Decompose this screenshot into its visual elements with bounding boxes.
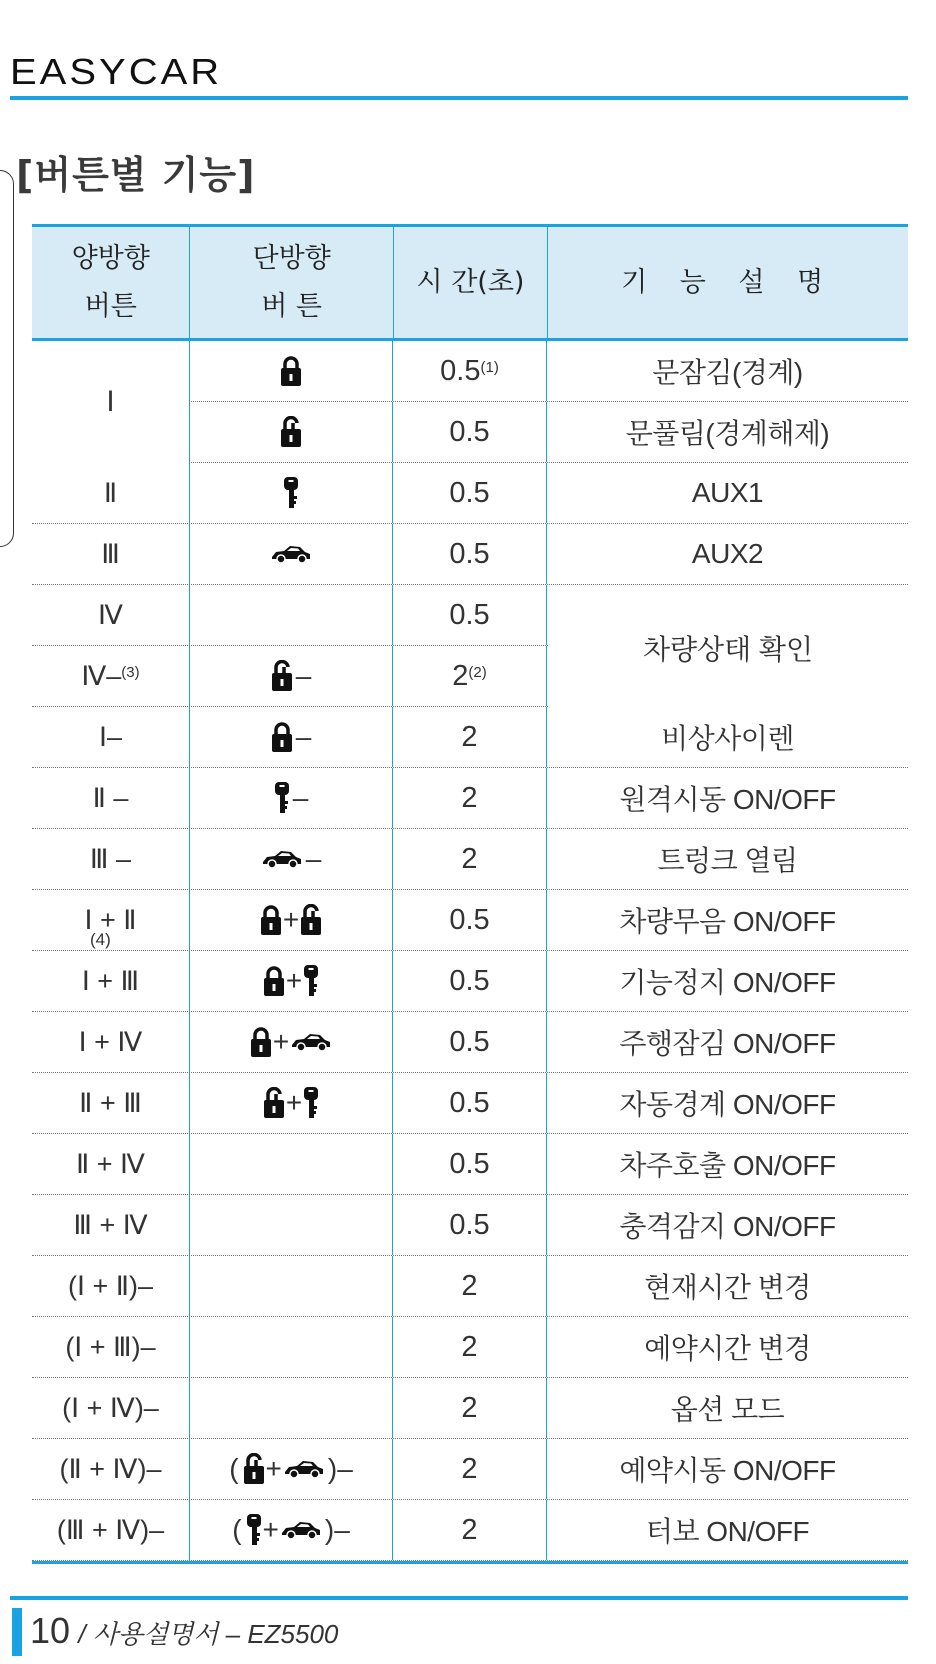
bidirectional-button-cell: Ⅰ + Ⅲ xyxy=(32,951,190,1011)
time-cell: 2 xyxy=(393,1317,547,1377)
bidirectional-button-cell: Ⅰ + Ⅱ (4) xyxy=(32,890,190,950)
key-icon xyxy=(246,1513,262,1547)
top-rule xyxy=(10,96,908,100)
car-icon xyxy=(283,1458,325,1480)
table-row xyxy=(32,829,908,890)
paren-open: ( xyxy=(229,1453,239,1484)
unidirectional-button-cell xyxy=(190,1195,393,1255)
unlock-icon xyxy=(243,1453,265,1485)
time-cell: 2 $^{(2)}$ xyxy=(393,646,547,706)
footer xyxy=(30,1610,338,1652)
key-icon xyxy=(303,964,319,998)
paren-open: ( xyxy=(232,1514,242,1545)
description-cell: 주행잠김 ON/OFF xyxy=(619,1028,836,1059)
time-cell: 0.5 xyxy=(393,951,547,1011)
bidirectional-button-cell: Ⅱ xyxy=(32,463,190,523)
unidirectional-button-cell xyxy=(190,1073,393,1133)
dash-sign: – xyxy=(295,660,312,691)
time-cell: 2 xyxy=(393,1256,547,1316)
dash-sign: )– xyxy=(324,1514,350,1545)
unidirectional-button-cell xyxy=(190,707,393,767)
time-cell: 0.5 xyxy=(393,585,547,645)
table-row xyxy=(32,1439,908,1500)
table-row xyxy=(32,1378,908,1439)
section-title: [버튼별 기능] xyxy=(16,153,256,197)
description-cell: 원격시동 ON/OFF xyxy=(619,784,836,815)
unlock-icon xyxy=(300,904,322,936)
plus-sign: + xyxy=(262,1514,279,1545)
dash-sign: – xyxy=(292,782,309,813)
time-cell: 2 xyxy=(393,829,547,889)
unidirectional-button-cell xyxy=(190,402,393,462)
table-row xyxy=(32,1317,908,1378)
unidirectional-button-cell xyxy=(190,1439,393,1499)
unidirectional-button-cell xyxy=(190,341,393,401)
plus-sign: + xyxy=(285,965,303,996)
table-row xyxy=(32,1195,908,1256)
time-cell: 2 xyxy=(393,1439,547,1499)
unidirectional-button-cell xyxy=(190,951,393,1011)
description-cell: AUX2 xyxy=(691,538,764,569)
footer-text: / 사용설명서 – EZ5500 xyxy=(78,1619,339,1649)
time-cell: 2 xyxy=(393,1378,547,1438)
unlock-icon xyxy=(280,416,302,448)
unidirectional-button-cell xyxy=(190,585,393,645)
bidirectional-button-cell: Ⅳ xyxy=(32,585,190,645)
lock-icon xyxy=(280,355,302,387)
plus-sign: + xyxy=(265,1453,282,1484)
car-icon xyxy=(290,1031,332,1053)
description-cell: 문잠김(경계) xyxy=(652,357,803,388)
unidirectional-button-cell xyxy=(190,890,393,950)
car-icon xyxy=(270,543,312,565)
unlock-icon xyxy=(263,1087,285,1119)
button-function-table xyxy=(32,224,908,1564)
table-row xyxy=(32,951,908,1012)
bidirectional-button-cell: (Ⅱ + Ⅳ)– xyxy=(32,1439,190,1499)
bidirectional-button-cell: Ⅱ + Ⅳ xyxy=(32,1134,190,1194)
description-cell: AUX1 xyxy=(691,477,764,508)
description-cell: 비상사이렌 xyxy=(661,723,794,754)
table-row xyxy=(32,1012,908,1073)
dash-sign: )– xyxy=(327,1453,353,1484)
table-row xyxy=(32,1073,908,1134)
header-description: 기 능 설 명 xyxy=(621,266,836,298)
unlock-icon xyxy=(271,660,293,692)
header-unidirectional: 단방향 버 튼 xyxy=(190,227,393,338)
bidirectional-button-cell: Ⅲ xyxy=(32,524,190,584)
unidirectional-button-cell xyxy=(190,1378,393,1438)
bidirectional-button-cell: Ⅱ – xyxy=(32,768,190,828)
unidirectional-button-cell xyxy=(190,829,393,889)
plus-sign: + xyxy=(285,1087,303,1118)
table-row xyxy=(32,707,908,768)
unidirectional-button-cell xyxy=(190,768,393,828)
time-cell: 0.5 xyxy=(393,1195,547,1255)
lock-icon xyxy=(263,965,285,997)
table-row xyxy=(32,1500,908,1561)
key-icon xyxy=(274,781,290,815)
time-cell: 0.5 xyxy=(393,402,547,462)
plus-sign: + xyxy=(272,1026,290,1057)
footnote-marker: (3) xyxy=(121,663,140,681)
bidirectional-button-cell: (Ⅲ + Ⅳ)– xyxy=(32,1500,190,1560)
table-body xyxy=(32,341,908,1564)
table-row xyxy=(32,1256,908,1317)
footnote-marker: (1) xyxy=(480,358,499,376)
description-cell: 충격감지 ON/OFF xyxy=(619,1211,836,1242)
plus-sign: + xyxy=(282,904,300,935)
bidirectional-button-cell: Ⅲ + Ⅳ xyxy=(32,1195,190,1255)
time-cell: 2 xyxy=(393,1500,547,1560)
key-icon xyxy=(283,476,299,510)
description-cell: 예약시간 변경 xyxy=(644,1333,811,1364)
left-bracket-decoration xyxy=(0,170,14,547)
description-cell: 차주호출 ON/OFF xyxy=(619,1150,836,1181)
unidirectional-button-cell xyxy=(190,463,393,523)
page-number: 10 xyxy=(30,1610,71,1651)
header-time: 시 간(초) xyxy=(394,227,548,338)
lock-icon xyxy=(271,721,293,753)
bidirectional-button-cell: (Ⅰ + Ⅱ)– xyxy=(32,1256,190,1316)
unidirectional-button-cell xyxy=(190,646,393,706)
footnote-marker: (2) xyxy=(468,663,487,681)
time-cell: 0.5 xyxy=(393,1073,547,1133)
unidirectional-button-cell xyxy=(190,1500,393,1560)
car-icon xyxy=(261,848,303,870)
description-cell: 터보 ON/OFF xyxy=(645,1516,810,1547)
description-cell: 예약시동 ON/OFF xyxy=(619,1455,836,1486)
dash-sign: – xyxy=(305,843,322,874)
time-cell: 0.5 xyxy=(393,1012,547,1072)
description-cell: 기능정지 ON/OFF xyxy=(619,967,836,998)
description-cell: 문풀림(경계해제) xyxy=(625,418,830,449)
time-cell: 0.5 xyxy=(393,524,547,584)
unidirectional-button-cell xyxy=(190,1317,393,1377)
merged-description-cell: 차량상태 확인 xyxy=(549,587,908,709)
bidirectional-button-cell: Ⅳ– $^{(3)}$ xyxy=(32,646,190,706)
time-cell: 0.5 $^{(1)}$ xyxy=(393,341,547,401)
lock-icon xyxy=(250,1026,272,1058)
time-cell: 0.5 xyxy=(393,463,547,523)
time-cell: 0.5 xyxy=(393,1134,547,1194)
merged-bidirectional-cell: Ⅰ xyxy=(32,341,189,463)
bidirectional-button-cell: Ⅲ – xyxy=(32,829,190,889)
unidirectional-button-cell xyxy=(190,1256,393,1316)
bidirectional-button-cell: Ⅱ + Ⅲ xyxy=(32,1073,190,1133)
table-row xyxy=(32,768,908,829)
time-cell: 0.5 xyxy=(393,890,547,950)
time-cell: 2 xyxy=(393,707,547,767)
table-row xyxy=(32,463,908,524)
table-row xyxy=(32,524,908,585)
car-icon xyxy=(280,1519,322,1541)
description-cell: 현재시간 변경 xyxy=(644,1272,811,1303)
table-row xyxy=(32,1134,908,1195)
table-header xyxy=(32,224,908,341)
time-cell: 2 xyxy=(393,768,547,828)
brand-logo: EASYCAR xyxy=(10,52,223,92)
footnote-marker: (4) xyxy=(90,930,111,949)
unidirectional-button-cell xyxy=(190,524,393,584)
table-row xyxy=(32,890,908,951)
footer-accent-bar xyxy=(12,1608,22,1656)
bottom-rule xyxy=(10,1596,908,1600)
unidirectional-button-cell xyxy=(190,1134,393,1194)
bidirectional-button-cell: Ⅰ– xyxy=(32,707,190,767)
description-cell: 트렁크 열림 xyxy=(657,845,798,876)
header-bidirectional: 양방향 버튼 xyxy=(32,227,190,338)
key-icon xyxy=(303,1086,319,1120)
lock-icon xyxy=(260,904,282,936)
dash-sign: – xyxy=(295,721,312,752)
description-cell: 옵션 모드 xyxy=(670,1394,785,1425)
unidirectional-button-cell xyxy=(190,1012,393,1072)
description-cell: 자동경계 ON/OFF xyxy=(619,1089,836,1120)
description-cell: 차량무음 ON/OFF xyxy=(619,906,836,937)
bidirectional-button-cell: (Ⅰ + Ⅳ)– xyxy=(32,1378,190,1438)
bidirectional-button-cell: Ⅰ + Ⅳ xyxy=(32,1012,190,1072)
bidirectional-button-cell: (Ⅰ + Ⅲ)– xyxy=(32,1317,190,1377)
